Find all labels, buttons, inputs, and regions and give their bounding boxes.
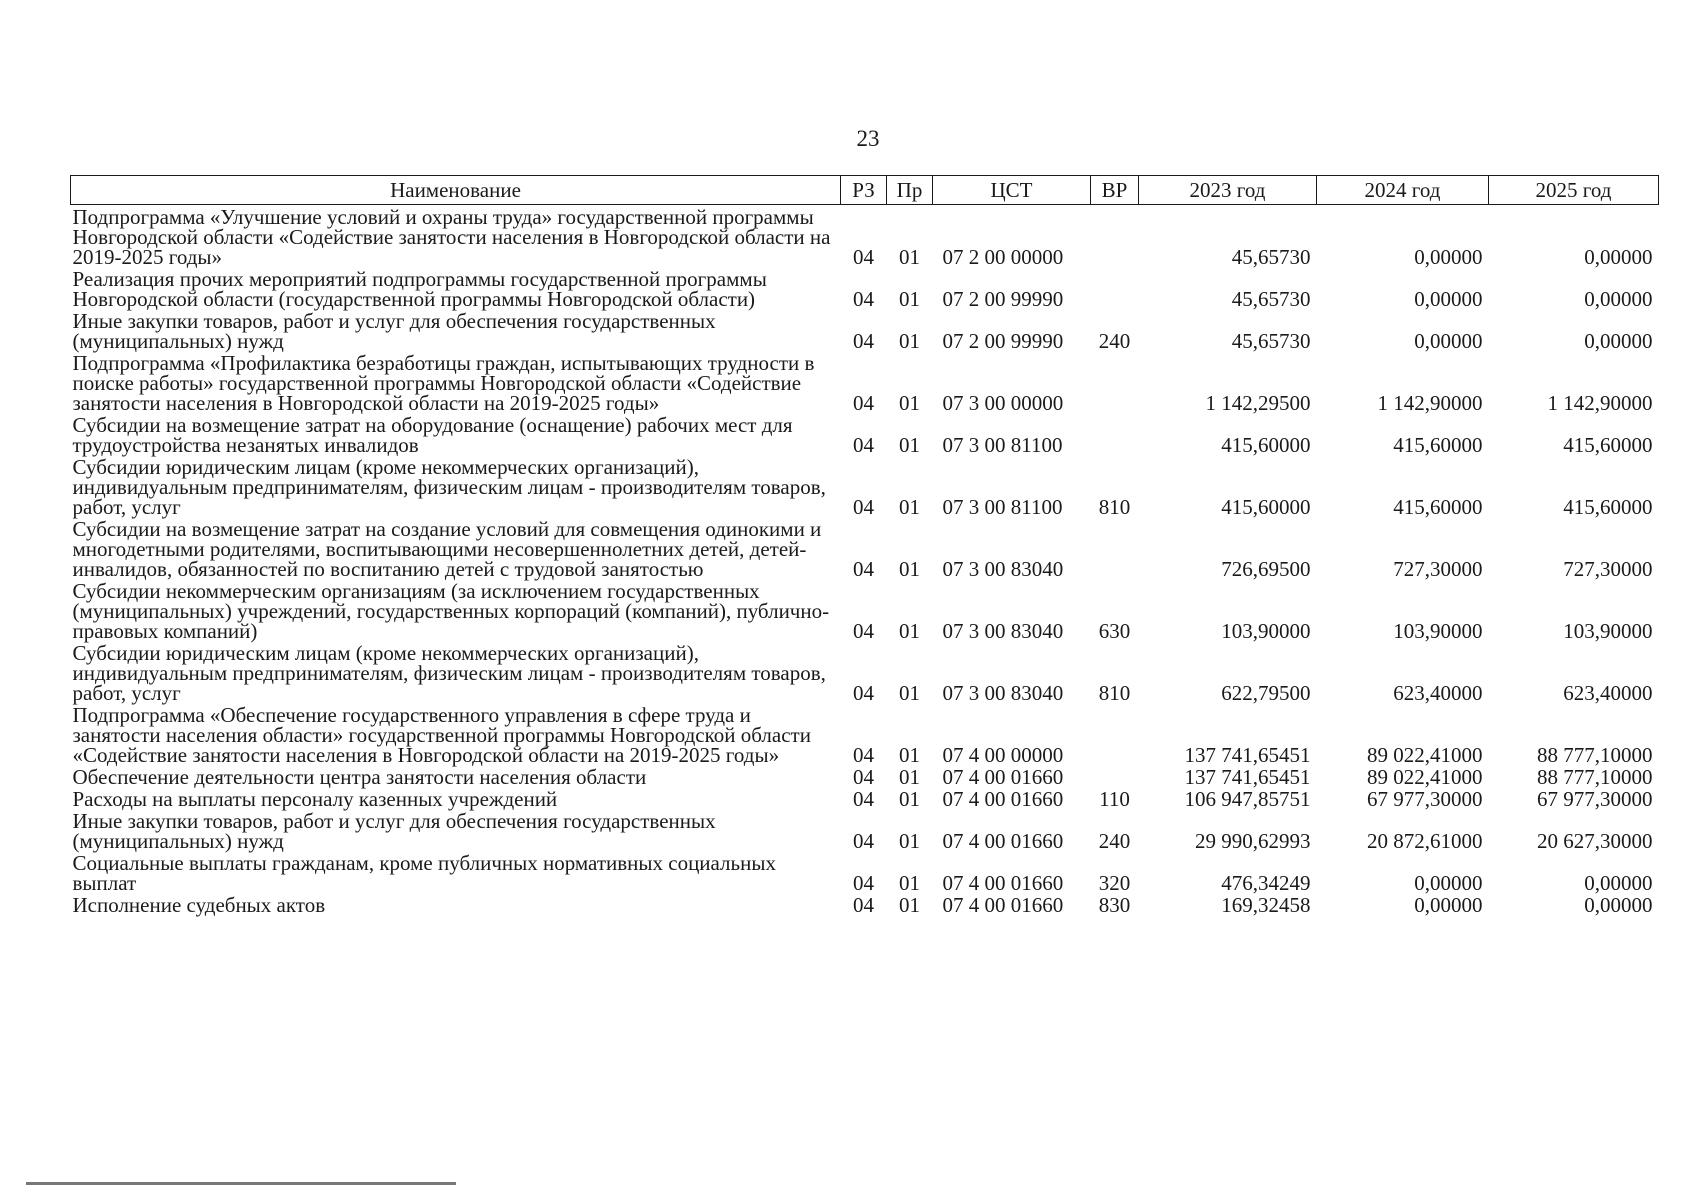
cell-name: Иные закупки товаров, работ и услуг для обеспечения государственных (муниципальных) нужд (72, 309, 716, 353)
cell-2025: 1 142,90000 (1547, 391, 1653, 415)
cell-vr: 240 (1098, 829, 1131, 853)
cell-2025: 415,60000 (1563, 433, 1653, 457)
cell-cst: 07 2 00 99990 (942, 329, 1064, 353)
cell-rz: 04 (853, 681, 874, 705)
cell-rz: 04 (853, 287, 874, 311)
cell-pr: 01 (899, 871, 920, 895)
cell-pr: 01 (899, 743, 920, 767)
cell-name: Подпрограмма «Профилактика безработицы граждан, испытывающих трудности в поиске работы» государственной программы Новгородской области «Содействие занятости населения в Новгородской области на 2019-2025 годы» (72, 351, 815, 415)
cell-cst: 07 4 00 01660 (942, 871, 1064, 895)
cell-2023: 103,90000 (1221, 619, 1311, 643)
cell-2024: 0,00000 (1414, 893, 1483, 917)
cell-2024: 20 872,61000 (1367, 829, 1483, 853)
cell-2023: 415,60000 (1221, 433, 1311, 457)
cell-rz: 04 (853, 329, 874, 353)
cell-rz: 04 (853, 743, 874, 767)
cell-cst: 07 4 00 01660 (942, 829, 1064, 853)
cell-2025: 727,30000 (1563, 557, 1653, 581)
cell-vr: 810 (1098, 495, 1131, 519)
cell-rz: 04 (853, 557, 874, 581)
cell-2023: 106 947,85751 (1184, 787, 1311, 811)
cell-pr: 01 (899, 557, 920, 581)
cell-vr (1091, 517, 1139, 579)
header-rz: РЗ (841, 176, 887, 205)
cell-2023: 1 142,29500 (1205, 391, 1311, 415)
cell-2025: 0,00000 (1584, 329, 1653, 353)
table-row (71, 809, 1659, 851)
cell-vr: 240 (1098, 329, 1131, 353)
header-vr: ВР (1091, 176, 1139, 205)
table-header-row (71, 176, 1659, 205)
cell-2024: 0,00000 (1414, 329, 1483, 353)
cell-2025: 623,40000 (1563, 681, 1653, 705)
cell-2025: 0,00000 (1584, 245, 1653, 269)
cell-2023: 45,65730 (1231, 287, 1311, 311)
cell-2024: 0,00000 (1414, 287, 1483, 311)
cell-cst: 07 3 00 81100 (942, 433, 1063, 457)
cell-rz: 04 (853, 871, 874, 895)
cell-name: Субсидии на возмещение затрат на оборудование (оснащение) рабочих мест для трудоустройства незанятых инвалидов (72, 413, 793, 457)
table-row (71, 351, 1659, 413)
table-row (71, 703, 1659, 765)
cell-name: Субсидии некоммерческим организациям (за исключением государственных (муниципальных) учреждений, государственных корпораций (компаний), публично-правовых компаний) (72, 579, 830, 643)
cell-name: Социальные выплаты гражданам, кроме публичных нормативных социальных выплат (72, 851, 776, 895)
cell-name: Субсидии юридическим лицам (кроме некоммерческих организаций), индивидуальным предпринимателям, физическим лицам - производителям товаров, работ, услуг (72, 641, 826, 705)
cell-2024: 89 022,41000 (1367, 743, 1483, 767)
cell-2025: 88 777,10000 (1537, 765, 1653, 789)
header-name: Наименование (71, 176, 841, 205)
cell-2023: 415,60000 (1221, 495, 1311, 519)
table-row (71, 787, 1659, 809)
cell-vr: 630 (1098, 619, 1131, 643)
cell-name: Иные закупки товаров, работ и услуг для обеспечения государственных (муниципальных) нужд (72, 809, 716, 853)
cell-cst: 07 3 00 00000 (942, 391, 1064, 415)
cell-2025: 103,90000 (1563, 619, 1653, 643)
header-2024: 2024 год (1317, 176, 1489, 205)
cell-vr (1091, 703, 1139, 765)
cell-cst: 07 4 00 01660 (942, 893, 1064, 917)
cell-pr: 01 (899, 245, 920, 269)
cell-2023: 45,65730 (1231, 245, 1311, 269)
cell-name: Реализация прочих мероприятий подпрограммы государственной программы Новгородской области (государственной программы Новгородской области) (72, 267, 767, 311)
cell-cst: 07 3 00 83040 (942, 619, 1064, 643)
cell-cst: 07 3 00 83040 (942, 681, 1064, 705)
cell-vr: 110 (1099, 787, 1130, 811)
cell-vr (1091, 413, 1139, 455)
cell-2025: 67 977,30000 (1537, 787, 1653, 811)
cell-rz: 04 (853, 765, 874, 789)
cell-vr (1091, 351, 1139, 413)
cell-2024: 103,90000 (1393, 619, 1483, 643)
cell-2025: 0,00000 (1584, 871, 1653, 895)
cell-2025: 88 777,10000 (1537, 743, 1653, 767)
cell-2025: 0,00000 (1584, 893, 1653, 917)
cell-cst: 07 4 00 01660 (942, 787, 1064, 811)
table-row (71, 851, 1659, 893)
table-row (71, 517, 1659, 579)
cell-2024: 0,00000 (1414, 871, 1483, 895)
cell-cst: 07 3 00 83040 (942, 557, 1064, 581)
cell-cst: 07 4 00 01660 (942, 765, 1064, 789)
cell-2023: 29 990,62993 (1195, 829, 1311, 853)
cell-cst: 07 4 00 00000 (942, 743, 1064, 767)
table-row (71, 641, 1659, 703)
cell-name: Субсидии юридическим лицам (кроме некоммерческих организаций), индивидуальным предпринимателям, физическим лицам - производителям товаров, работ, услуг (72, 455, 826, 519)
cell-rz: 04 (853, 893, 874, 917)
cell-rz: 04 (853, 391, 874, 415)
cell-2024: 415,60000 (1393, 495, 1483, 519)
cell-rz: 04 (853, 829, 874, 853)
cell-name: Расходы на выплаты персоналу казенных учреждений (72, 787, 558, 811)
cell-2025: 20 627,30000 (1537, 829, 1653, 853)
page-number: 23 (856, 126, 880, 151)
cell-vr (1091, 267, 1139, 309)
cell-name: Подпрограмма «Обеспечение государственного управления в сфере труда и занятости населения области» государственной программы Новгородской области «Содействие занятости населения в Новгородской области на 2019-2025 годы» (72, 703, 811, 767)
cell-cst: 07 2 00 99990 (942, 287, 1064, 311)
cell-2024: 623,40000 (1393, 681, 1483, 705)
cell-cst: 07 2 00 00000 (942, 245, 1064, 269)
cell-pr: 01 (899, 287, 920, 311)
cell-2024: 727,30000 (1393, 557, 1483, 581)
table-row (71, 267, 1659, 309)
cell-2023: 137 741,65451 (1184, 743, 1311, 767)
cell-2023: 137 741,65451 (1184, 765, 1311, 789)
cell-2024: 67 977,30000 (1367, 787, 1483, 811)
cell-2023: 726,69500 (1221, 557, 1311, 581)
budget-table (70, 175, 1659, 915)
cell-2023: 45,65730 (1231, 329, 1311, 353)
cell-2023: 476,34249 (1221, 871, 1311, 895)
cell-2023: 169,32458 (1221, 893, 1311, 917)
cell-name: Обеспечение деятельности центра занятости населения области (72, 765, 647, 789)
cell-vr: 320 (1098, 871, 1131, 895)
cell-rz: 04 (853, 495, 874, 519)
cell-pr: 01 (899, 433, 920, 457)
cell-2024: 415,60000 (1393, 433, 1483, 457)
header-2023: 2023 год (1139, 176, 1317, 205)
cell-rz: 04 (853, 619, 874, 643)
table-row (71, 309, 1659, 351)
cell-2024: 1 142,90000 (1377, 391, 1483, 415)
cell-pr: 01 (899, 893, 920, 917)
header-cst: ЦСТ (933, 176, 1091, 205)
cell-2023: 622,79500 (1221, 681, 1311, 705)
header-2025: 2025 год (1489, 176, 1659, 205)
cell-cst: 07 3 00 81100 (942, 495, 1063, 519)
cell-vr: 810 (1098, 681, 1131, 705)
cell-name: Субсидии на возмещение затрат на создание условий для совмещения одинокими и многодетными родителями, воспитывающими несовершеннолетних детей, детей- инвалидов, обязанностей по воспитанию детей с трудовой занятостью (72, 517, 822, 581)
cell-pr: 01 (899, 681, 920, 705)
table-row (71, 893, 1659, 915)
cell-pr: 01 (899, 829, 920, 853)
cell-2025: 0,00000 (1584, 287, 1653, 311)
table-row (71, 765, 1659, 787)
cell-rz: 04 (853, 787, 874, 811)
table-row (71, 205, 1659, 268)
table-row (71, 455, 1659, 517)
cell-pr: 01 (899, 329, 920, 353)
table-body (71, 205, 1659, 916)
cell-rz: 04 (853, 433, 874, 457)
cell-pr: 01 (899, 619, 920, 643)
cell-2025: 415,60000 (1563, 495, 1653, 519)
cell-vr: 830 (1098, 893, 1131, 917)
table-row (71, 413, 1659, 455)
cell-rz: 04 (853, 245, 874, 269)
cell-2024: 89 022,41000 (1367, 765, 1483, 789)
cell-2024: 0,00000 (1414, 245, 1483, 269)
cell-vr (1091, 765, 1139, 787)
cell-name: Исполнение судебных актов (72, 893, 326, 917)
header-pr: Пр (887, 176, 933, 205)
cell-vr (1091, 205, 1139, 268)
cell-name: Подпрограмма «Улучшение условий и охраны труда» государственной программы Новгородской области «Содействие занятости населения в Новгородской области на 2019-2025 годы» (72, 205, 831, 269)
cell-pr: 01 (899, 787, 920, 811)
cell-pr: 01 (899, 495, 920, 519)
cell-pr: 01 (899, 391, 920, 415)
table-row (71, 579, 1659, 641)
scan-edge-line (26, 1182, 456, 1185)
cell-pr: 01 (899, 765, 920, 789)
